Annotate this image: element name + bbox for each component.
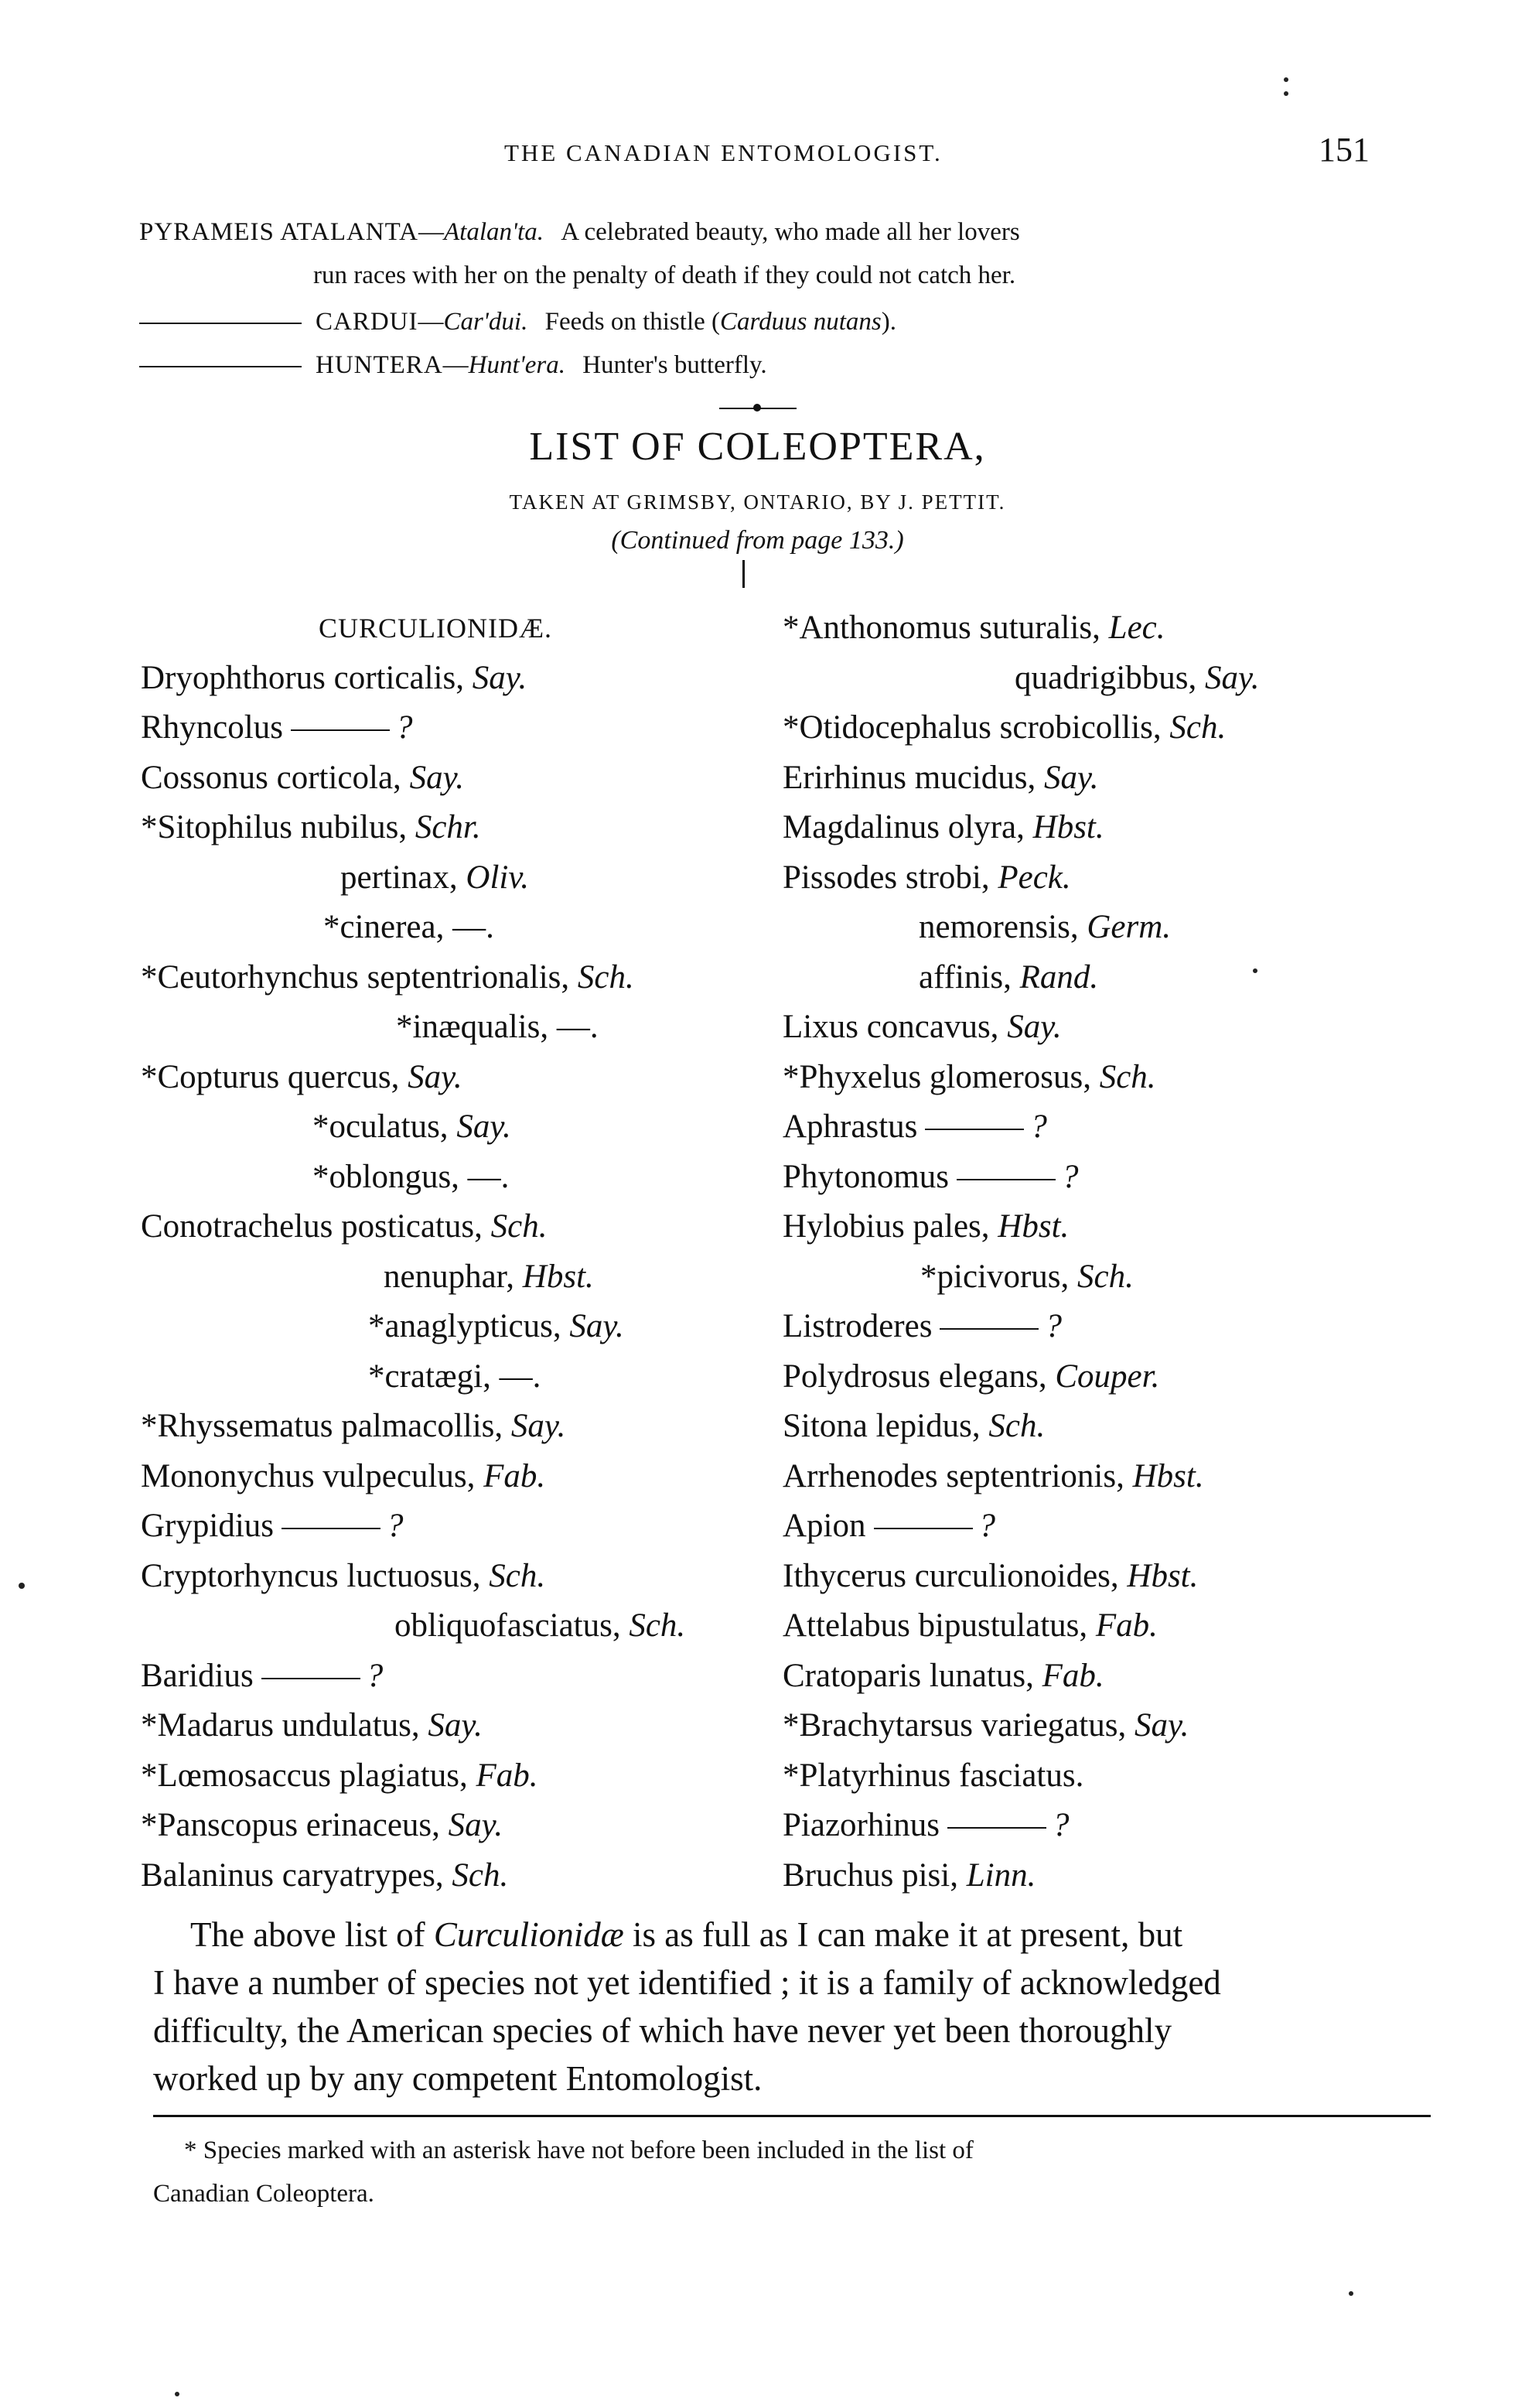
author-abbreviation: Say. bbox=[1044, 759, 1099, 796]
author-abbreviation: Fab. bbox=[1042, 1657, 1104, 1694]
genus-species-name: Cossonus corticola, bbox=[141, 759, 401, 796]
genus-species-name: Piazorhinus bbox=[783, 1807, 940, 1843]
species-entry-atalanta: PYRAMEIS ATALANTA—Atalan'ta. A celebrated beauty, who made all her lovers bbox=[139, 218, 1020, 246]
genus-species-name: Cryptorhyncus luctuosus, bbox=[141, 1557, 481, 1594]
list-item bbox=[141, 1501, 685, 1552]
author-abbreviation: Say. bbox=[428, 1707, 483, 1744]
unidentified-blank bbox=[874, 1528, 973, 1529]
author-abbreviation: Lec. bbox=[1108, 610, 1165, 646]
print-speck bbox=[1284, 91, 1288, 96]
list-item bbox=[141, 1751, 685, 1802]
list-item bbox=[141, 1002, 685, 1053]
footnote-line: Canadian Coleoptera. bbox=[153, 2180, 374, 2208]
species-description: Feeds on thistle (Carduus nutans). bbox=[544, 308, 896, 336]
unidentified-blank bbox=[282, 1528, 380, 1529]
print-speck bbox=[175, 2392, 179, 2396]
list-item bbox=[783, 953, 1260, 1003]
list-item bbox=[141, 603, 685, 654]
list-item bbox=[783, 1701, 1260, 1751]
genus-species-name: Bruchus pisi, bbox=[783, 1856, 958, 1894]
author-abbreviation: Hbst. bbox=[1032, 809, 1104, 845]
list-item bbox=[783, 1102, 1260, 1153]
unidentified-blank bbox=[261, 1678, 360, 1679]
species-pronunciation: Car'dui. bbox=[443, 308, 528, 336]
author-abbreviation: Sch. bbox=[490, 1208, 548, 1245]
genus-species-name: *Madarus undulatus, bbox=[141, 1707, 420, 1744]
genus-species-name: affinis, bbox=[919, 958, 1012, 996]
genus-species-name: CURCULIONIDÆ. bbox=[319, 613, 553, 644]
genus-species-name: obliquofasciatus, bbox=[394, 1607, 621, 1644]
author-abbreviation: Say. bbox=[1007, 1009, 1062, 1045]
genus-species-name: Attelabus bipustulatus, bbox=[783, 1607, 1088, 1644]
list-item bbox=[783, 1601, 1260, 1651]
genus-species-name: Sitona lepidus, bbox=[783, 1408, 981, 1444]
unidentified-blank bbox=[291, 729, 390, 731]
genus-species-name: *oculatus, bbox=[312, 1108, 449, 1145]
list-item bbox=[141, 803, 685, 853]
footnote bbox=[153, 2129, 1431, 2215]
author-abbreviation: Sch. bbox=[988, 1408, 1046, 1444]
list-item bbox=[141, 1601, 685, 1651]
author-abbreviation: Say. bbox=[448, 1807, 503, 1843]
species-name: PYRAMEIS ATALANTA bbox=[139, 218, 418, 246]
list-item bbox=[141, 1352, 685, 1402]
genus-species-name: *Ceutorhynchus septentrionalis, bbox=[141, 958, 570, 996]
continued-note bbox=[0, 526, 1515, 555]
list-item bbox=[783, 803, 1260, 853]
list-item bbox=[783, 1452, 1260, 1502]
author-abbreviation: Hbst. bbox=[1132, 1457, 1204, 1494]
list-item bbox=[141, 1102, 685, 1153]
list-item bbox=[783, 1402, 1260, 1452]
genus-species-name: *inæqualis, —. bbox=[396, 1009, 599, 1045]
species-entry-huntera: HUNTERA—Hunt'era. Hunter's butterfly. bbox=[139, 351, 767, 380]
unidentified-mark: ? bbox=[395, 709, 413, 746]
list-item bbox=[783, 1801, 1260, 1851]
genus-species-name: *Rhyssematus palmacollis, bbox=[141, 1408, 503, 1444]
list-item bbox=[141, 1552, 685, 1602]
genus-species-name: *Copturus quercus, bbox=[141, 1058, 400, 1095]
author-abbreviation: Say. bbox=[1134, 1707, 1189, 1744]
list-item bbox=[783, 1552, 1260, 1602]
closing-paragraph: The above list of Curculionidæ is as full as I can make it at present, but I have a number of species not yet identified ; it is a family of acknowledged difficulty, the American species of which have never yet been thoroughly worked up by any competent Entomologist. bbox=[153, 1915, 1221, 2098]
genus-species-name: Apion bbox=[783, 1508, 866, 1544]
genus-species-name: Listroderes bbox=[783, 1308, 933, 1344]
footnote-rule bbox=[153, 2115, 1431, 2117]
list-item bbox=[141, 953, 685, 1003]
species-description: A celebrated beauty, who made all her lovers bbox=[561, 218, 1020, 246]
list-item bbox=[783, 1501, 1260, 1552]
author-abbreviation: Fab. bbox=[483, 1457, 546, 1494]
author-abbreviation: Say. bbox=[409, 759, 465, 796]
author-abbreviation: Sch. bbox=[452, 1856, 509, 1894]
author-abbreviation: Say. bbox=[472, 659, 527, 696]
unidentified-mark: ? bbox=[978, 1508, 995, 1544]
unidentified-blank bbox=[940, 1328, 1039, 1330]
list-item bbox=[141, 1801, 685, 1851]
print-speck bbox=[1253, 968, 1257, 973]
genus-species-name: Polydrosus elegans, bbox=[783, 1358, 1047, 1395]
family-name: Curculionidæ bbox=[433, 1915, 624, 1954]
unidentified-blank bbox=[925, 1129, 1024, 1130]
dash-rule bbox=[139, 323, 302, 324]
list-item bbox=[783, 753, 1260, 804]
author-abbreviation: Say. bbox=[456, 1108, 511, 1145]
genus-species-name: Ithycerus curculionoides, bbox=[783, 1557, 1119, 1594]
author-abbreviation: Rand. bbox=[1019, 958, 1099, 996]
dash-rule bbox=[139, 366, 302, 367]
genus-species-name: *oblongus, —. bbox=[312, 1158, 510, 1195]
author-abbreviation: Hbst. bbox=[522, 1258, 594, 1295]
species-entry-cardui: CARDUI—Car'dui. Feeds on thistle (Carduus nutans). bbox=[139, 308, 896, 336]
author-abbreviation: Say. bbox=[510, 1408, 566, 1444]
genus-species-name: quadrigibbus, bbox=[1015, 659, 1197, 696]
species-name: CARDUI bbox=[316, 308, 418, 336]
unidentified-blank bbox=[947, 1827, 1046, 1829]
list-item bbox=[783, 1651, 1260, 1702]
unidentified-mark: ? bbox=[1030, 1108, 1047, 1145]
genus-species-name: Grypidius bbox=[141, 1508, 274, 1544]
genus-species-name: Phytonomus bbox=[783, 1158, 950, 1195]
genus-species-name: *Otidocephalus scrobicollis, bbox=[783, 709, 1162, 746]
author-abbreviation: Peck. bbox=[998, 859, 1071, 896]
genus-species-name: Lixus concavus, bbox=[783, 1009, 999, 1045]
list-item bbox=[783, 1202, 1260, 1252]
author-abbreviation: Say. bbox=[569, 1308, 624, 1344]
unidentified-mark: ? bbox=[366, 1657, 384, 1694]
print-speck bbox=[1349, 2291, 1353, 2296]
page-number: 151 bbox=[1319, 131, 1370, 169]
genus-species-name: *cinerea, —. bbox=[323, 909, 494, 945]
genus-species-name: *Phyxelus glomerosus, bbox=[783, 1058, 1091, 1095]
genus-species-name: Hylobius pales, bbox=[783, 1208, 990, 1245]
species-description: Hunter's butterfly. bbox=[582, 351, 767, 379]
genus-species-name: *Platyrhinus fasciatus. bbox=[783, 1757, 1084, 1794]
author-abbreviation: Fab. bbox=[1095, 1607, 1158, 1644]
footnote-line: * Species marked with an asterisk have not before been included in the list of bbox=[184, 2136, 974, 2164]
list-item bbox=[783, 903, 1260, 953]
list-item bbox=[141, 1452, 685, 1502]
list-subtitle: TAKEN AT GRIMSBY, ONTARIO, BY J. PETTIT. bbox=[509, 490, 1006, 514]
genus-species-name: *anaglypticus, bbox=[368, 1308, 561, 1344]
genus-species-name: Balaninus caryatrypes, bbox=[141, 1856, 444, 1894]
genus-species-name: *Brachytarsus variegatus, bbox=[783, 1707, 1127, 1744]
author-abbreviation: Sch. bbox=[1099, 1058, 1156, 1095]
list-item bbox=[783, 1053, 1260, 1103]
list-item bbox=[141, 1252, 685, 1303]
species-entry-atalanta-cont bbox=[313, 261, 1015, 290]
genus-species-name: Rhyncolus bbox=[141, 709, 283, 746]
list-item bbox=[141, 1651, 685, 1702]
list-item bbox=[141, 1851, 685, 1901]
list-item bbox=[141, 753, 685, 804]
journal-title: THE CANADIAN ENTOMOLOGIST. bbox=[504, 139, 943, 166]
genus-species-name: Mononychus vulpeculus, bbox=[141, 1457, 476, 1494]
print-speck bbox=[19, 1583, 25, 1589]
unidentified-blank bbox=[957, 1179, 1056, 1180]
list-item bbox=[783, 1302, 1260, 1352]
author-abbreviation: Schr. bbox=[415, 809, 481, 845]
author-abbreviation: Linn. bbox=[966, 1856, 1036, 1894]
species-description-cont: run races with her on the penalty of death if they could not catch her. bbox=[313, 261, 1016, 289]
author-abbreviation: Hbst. bbox=[1127, 1557, 1199, 1594]
continued-text: (Continued from page 133.) bbox=[611, 526, 904, 555]
list-item bbox=[141, 703, 685, 753]
author-abbreviation: Sch. bbox=[489, 1557, 546, 1594]
list-item bbox=[141, 654, 685, 704]
genus-species-name: Pissodes strobi, bbox=[783, 859, 990, 896]
list-item bbox=[783, 1002, 1260, 1053]
list-item bbox=[141, 1402, 685, 1452]
author-abbreviation: Hbst. bbox=[998, 1208, 1070, 1245]
list-item bbox=[783, 1153, 1260, 1203]
genus-species-name: *Anthonomus suturalis, bbox=[783, 610, 1100, 646]
unidentified-mark: ? bbox=[1045, 1308, 1062, 1344]
list-item bbox=[141, 1153, 685, 1203]
list-item bbox=[783, 703, 1260, 753]
list-item bbox=[783, 1252, 1260, 1303]
list-item bbox=[141, 903, 685, 953]
author-abbreviation: Couper. bbox=[1055, 1358, 1160, 1395]
genus-species-name: Baridius bbox=[141, 1657, 254, 1694]
genus-species-name: *Panscopus erinaceus, bbox=[141, 1807, 440, 1843]
genus-species-name: nemorensis, bbox=[919, 909, 1079, 945]
right-column bbox=[783, 603, 1260, 1901]
author-abbreviation: Say. bbox=[1205, 659, 1260, 696]
author-abbreviation: Sch. bbox=[577, 958, 634, 996]
genus-species-name: Dryophthorus corticalis, bbox=[141, 659, 464, 696]
list-item bbox=[141, 1202, 685, 1252]
genus-species-name: pertinax, bbox=[340, 859, 458, 896]
list-item bbox=[783, 1851, 1260, 1901]
unidentified-mark: ? bbox=[387, 1508, 404, 1544]
list-item bbox=[783, 603, 1260, 654]
author-abbreviation: Oliv. bbox=[466, 859, 529, 896]
genus-species-name: Conotrachelus posticatus, bbox=[141, 1208, 483, 1245]
species-pronunciation: Atalan'ta. bbox=[444, 218, 544, 246]
list-item bbox=[783, 654, 1260, 704]
genus-species-name: nenuphar, bbox=[384, 1258, 515, 1295]
genus-species-name: *picivorus, bbox=[920, 1258, 1070, 1295]
list-title: LIST OF COLEOPTERA, bbox=[529, 425, 986, 469]
species-pronunciation: Hunt'era. bbox=[468, 351, 565, 379]
list-item bbox=[783, 1352, 1260, 1402]
print-speck bbox=[1284, 77, 1288, 82]
list-item bbox=[141, 1701, 685, 1751]
list-item bbox=[783, 853, 1260, 903]
genus-species-name: *Lœmosaccus plagiatus, bbox=[141, 1757, 468, 1794]
author-abbreviation: Sch. bbox=[1169, 709, 1227, 746]
list-item bbox=[141, 1053, 685, 1103]
left-column bbox=[141, 603, 685, 1901]
genus-species-name: *Sitophilus nubilus, bbox=[141, 809, 408, 845]
author-abbreviation: Sch. bbox=[629, 1607, 686, 1644]
unidentified-mark: ? bbox=[1062, 1158, 1079, 1195]
genus-species-name: Erirhinus mucidus, bbox=[783, 759, 1036, 796]
author-abbreviation: Sch. bbox=[1077, 1258, 1134, 1295]
genus-species-name: Arrhenodes septentrionis, bbox=[783, 1457, 1124, 1494]
genus-species-name: Magdalinus olyra, bbox=[783, 809, 1025, 845]
list-item bbox=[141, 1302, 685, 1352]
list-item bbox=[141, 853, 685, 903]
genus-species-name: *cratægi, —. bbox=[368, 1358, 541, 1395]
author-abbreviation: Fab. bbox=[476, 1757, 538, 1794]
section-ornament bbox=[719, 404, 797, 412]
unidentified-mark: ? bbox=[1053, 1807, 1070, 1843]
genus-species-name: Aphrastus bbox=[783, 1108, 918, 1145]
species-name: HUNTERA bbox=[316, 351, 443, 379]
author-abbreviation: Germ. bbox=[1087, 909, 1172, 945]
list-item bbox=[783, 1751, 1260, 1802]
author-abbreviation: Say. bbox=[408, 1058, 462, 1095]
genus-species-name: Cratoparis lunatus, bbox=[783, 1657, 1034, 1694]
